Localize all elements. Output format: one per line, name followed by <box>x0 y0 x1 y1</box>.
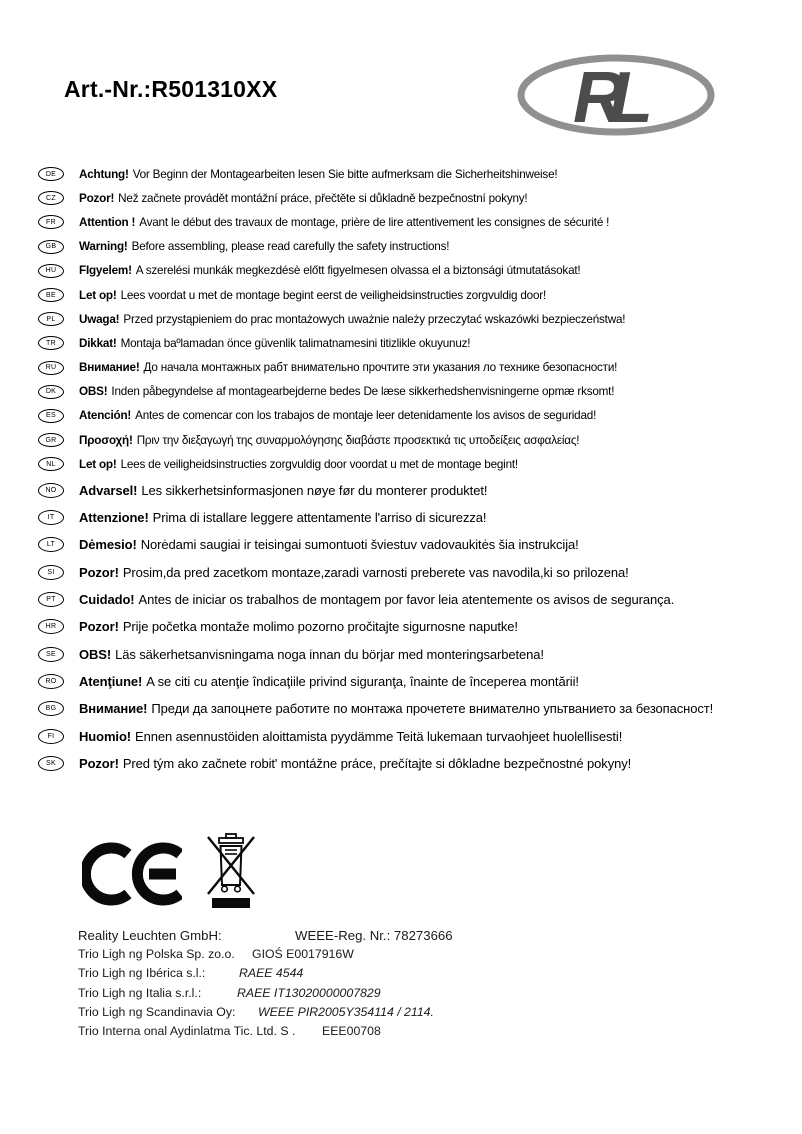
warning-row <box>38 307 800 331</box>
warning-lead: Cuidado! <box>79 591 135 607</box>
footer-row <box>78 964 453 983</box>
language-badge <box>38 288 64 302</box>
warning-lead: Achtung! <box>79 167 129 181</box>
company-label: Trio Ligh ng Italia s.r.l.: <box>78 985 202 1000</box>
language-code: NL <box>46 460 56 468</box>
ce-mark-icon <box>82 838 182 908</box>
warning-row <box>38 668 800 695</box>
warning-lead: Pozor! <box>79 564 119 580</box>
language-code: PL <box>46 315 56 323</box>
language-badge <box>38 510 64 525</box>
language-badge <box>38 701 64 716</box>
language-badge <box>38 537 64 552</box>
warning-row <box>38 235 800 259</box>
warning-row <box>38 750 800 777</box>
language-code: CZ <box>46 194 56 202</box>
warning-lead: Atención! <box>79 409 132 423</box>
language-code: ES <box>46 412 56 420</box>
language-code: SE <box>46 650 56 658</box>
warning-text: Prosim,da pred zacetkom montaze,zaradi varnosti preberete vas navodila,ki so prilozena! <box>122 564 629 580</box>
language-badge <box>38 729 64 744</box>
warning-lead: Attention ! <box>79 215 136 229</box>
warning-text: Inden påbegyndelse af montagearbejderne bedes De læse sikkerhedshenvisningerne opmæ rksomt! <box>111 385 615 399</box>
registration-value: RAEE 4544 <box>239 966 304 981</box>
warning-row <box>38 331 800 355</box>
warning-text: Montaja baºlamadan önce güvenlik talimatnamesini titizlikle okuyunuz! <box>120 336 471 350</box>
warning-text: Läs säkerhetsanvisningama noga innan du börjar med monteringsarbetena! <box>115 646 544 662</box>
warning-row <box>38 504 800 531</box>
warning-text: Przed przystąpieniem do prac montażowych uważnie należy przeczytać wskazówki bezpieczeństwa! <box>123 312 626 326</box>
warning-lead: Προσοχή! <box>79 433 133 447</box>
language-badge <box>38 167 64 181</box>
warning-text: Before assembling, please read carefully the safety instructions! <box>131 240 450 254</box>
rl-brand-logo-icon <box>515 52 717 138</box>
language-code: SK <box>46 760 56 768</box>
warning-row <box>38 641 800 668</box>
language-badge <box>38 336 64 350</box>
warning-row <box>38 452 800 476</box>
language-badge <box>38 674 64 689</box>
warning-lead: Warning! <box>79 240 128 254</box>
warning-row <box>38 695 800 722</box>
warning-row <box>38 558 800 585</box>
weee-bin-icon <box>207 833 255 911</box>
language-badge <box>38 647 64 662</box>
footer-row <box>78 945 453 964</box>
warning-row <box>38 428 800 452</box>
language-badge <box>38 215 64 229</box>
warning-text: Vor Beginn der Montagearbeiten lesen Sie bitte aufmerksam die Sicherheitshinweise! <box>132 167 558 181</box>
warning-text: Lees de veiligheidsinstructies zorgvuldig door voordat u met de montage begint! <box>120 457 518 471</box>
language-code: TR <box>46 339 56 347</box>
warning-row <box>38 531 800 558</box>
warning-lead: Внимание! <box>79 701 148 717</box>
footer-row <box>78 926 453 945</box>
language-badge <box>38 565 64 580</box>
language-badge <box>38 433 64 447</box>
warning-lead: Dėmesio! <box>79 537 137 553</box>
warning-text: Prima di istallare leggere attentamente l'arriso di sicurezza! <box>152 509 487 525</box>
warning-text: До начала монтажных рабт внимательно прочтите эти указания ло технике безопасности! <box>143 361 618 375</box>
warning-lead: Pozor! <box>79 191 115 205</box>
warning-text: Prije početka montaže molimo pozorno pročitajte sigurnosne naputke! <box>122 619 518 635</box>
warning-lead: OBS! <box>79 385 108 399</box>
warning-row <box>38 283 800 307</box>
language-code: HR <box>45 623 57 631</box>
warning-text: Norėdami saugiai ir teisingai sumontuoti šviestuv vadovaukitės šia instrukcija! <box>140 537 579 553</box>
warning-row <box>38 586 800 613</box>
company-label: Trio Ligh ng Scandinavia Oy: <box>78 1004 236 1019</box>
warning-text: A se citi cu atenţie îndicaţiile privind siguranţa, înainte de începerea montării! <box>146 674 579 690</box>
language-badge <box>38 457 64 471</box>
language-code: GB <box>45 243 57 251</box>
language-code: IT <box>47 513 55 521</box>
warning-lead: Attenzione! <box>79 509 149 525</box>
warning-lead: Uwaga! <box>79 312 120 326</box>
company-label: Reality Leuchten GmbH: <box>78 928 222 943</box>
language-code: RU <box>45 364 57 372</box>
registration-value: WEEE PIR2005Y354114 / 2114. <box>258 1004 434 1019</box>
language-code: FI <box>47 732 55 740</box>
language-code: FR <box>46 218 56 226</box>
warning-row <box>38 380 800 404</box>
warning-text: Ennen asennustöiden aloittamista pyydämme Teitä lukemaan turvaohjeet huolellisesti! <box>135 728 623 744</box>
language-badge <box>38 619 64 634</box>
language-code: GR <box>45 436 57 444</box>
language-badge <box>38 264 64 278</box>
warning-lead: Dikkat! <box>79 336 117 350</box>
warning-lead: Внимание! <box>79 361 140 375</box>
warning-row <box>38 723 800 750</box>
warning-lead: Advarsel! <box>79 482 138 498</box>
language-badge <box>38 361 64 375</box>
language-code: LT <box>46 541 56 549</box>
warning-row <box>38 186 800 210</box>
language-code: SI <box>47 568 55 576</box>
footer-registrations <box>78 926 453 1041</box>
registration-value: EEE00708 <box>322 1024 381 1039</box>
language-code: NO <box>45 486 57 494</box>
warning-text: Než začnete provádět montážní práce, přečtěte si důkladně bezpečnostní pokyny! <box>118 191 528 205</box>
warning-row <box>38 210 800 234</box>
language-badge <box>38 592 64 607</box>
warning-row <box>38 613 800 640</box>
language-badge <box>38 483 64 498</box>
company-label: Trio Ligh ng Ibérica s.l.: <box>78 966 206 981</box>
language-code: PT <box>46 595 56 603</box>
footer-row <box>78 1003 453 1022</box>
language-badge <box>38 409 64 423</box>
company-label: Trio Ligh ng Polska Sp. zo.o. <box>78 947 235 962</box>
warning-lead: Let op! <box>79 457 117 471</box>
warning-text: Πριν την διεξαγωγή της συναρμολόγησης διαβάστε προσεκτικά τις υποδείξεις ασφαλείας! <box>136 433 580 447</box>
warning-text: Преди да запоцнете работите по монтажа прочетете внимателно упьтванието за безопасност! <box>151 701 714 717</box>
language-code: BE <box>46 291 56 299</box>
language-code: HU <box>45 267 57 275</box>
footer-row <box>78 984 453 1003</box>
language-badge <box>38 240 64 254</box>
language-code: DK <box>45 388 57 396</box>
warning-row <box>38 259 800 283</box>
warning-lead: FIgyelem! <box>79 264 132 278</box>
warnings-list <box>38 162 800 777</box>
footer-row <box>78 1022 453 1041</box>
warning-text: Lees voordat u met de montage begint eerst de veiligheidsinstructies zorgvuldig door! <box>120 288 546 302</box>
warning-lead: Pozor! <box>79 619 119 635</box>
warning-row <box>38 356 800 380</box>
language-code: BG <box>45 705 57 713</box>
warning-text: Avant le début des travaux de montage, prière de lire attentivement les consignes de sécurité ! <box>139 215 610 229</box>
warning-text: Pred tým ako začnete robit' montážne práce, prečítajte si dôkladne bezpečnostné pokyny! <box>122 756 632 772</box>
language-code: DE <box>45 170 57 178</box>
warning-text: A szerelési munkák megkezdésè előtt figyelmesen olvassa el a biztonsági útmutatásokat! <box>135 264 581 278</box>
registration-value: RAEE IT13020000007829 <box>237 985 381 1000</box>
language-badge <box>38 385 64 399</box>
warning-lead: Let op! <box>79 288 117 302</box>
warning-row <box>38 476 800 503</box>
article-number: Art.-Nr.:R501310XX <box>64 76 278 102</box>
warning-lead: Atenţiune! <box>79 674 143 690</box>
warning-lead: OBS! <box>79 646 112 662</box>
company-label: Trio Interna onal Aydinlatma Tic. Ltd. S . <box>78 1024 296 1039</box>
language-code: RO <box>45 678 57 686</box>
language-badge <box>38 191 64 205</box>
warning-row <box>38 162 800 186</box>
warning-text: Les sikkerhetsinformasjonen nøye før du monterer produktet! <box>141 482 488 498</box>
warning-row <box>38 404 800 428</box>
logo-letters: RL <box>573 58 637 138</box>
registration-value: WEEE-Reg. Nr.: 78273666 <box>295 928 453 943</box>
language-badge <box>38 312 64 326</box>
warning-lead: Pozor! <box>79 756 119 772</box>
warning-text: Antes de comencar con los trabajos de montaje leer detenidamente los avisos de seguridad! <box>135 409 597 423</box>
warning-lead: Huomio! <box>79 728 132 744</box>
registration-value: GIOŚ E0017916W <box>252 947 354 962</box>
warning-text: Antes de iniciar os trabalhos de montagem por favor leia atentemente os avisos de segurança. <box>138 591 675 607</box>
language-badge <box>38 756 64 771</box>
